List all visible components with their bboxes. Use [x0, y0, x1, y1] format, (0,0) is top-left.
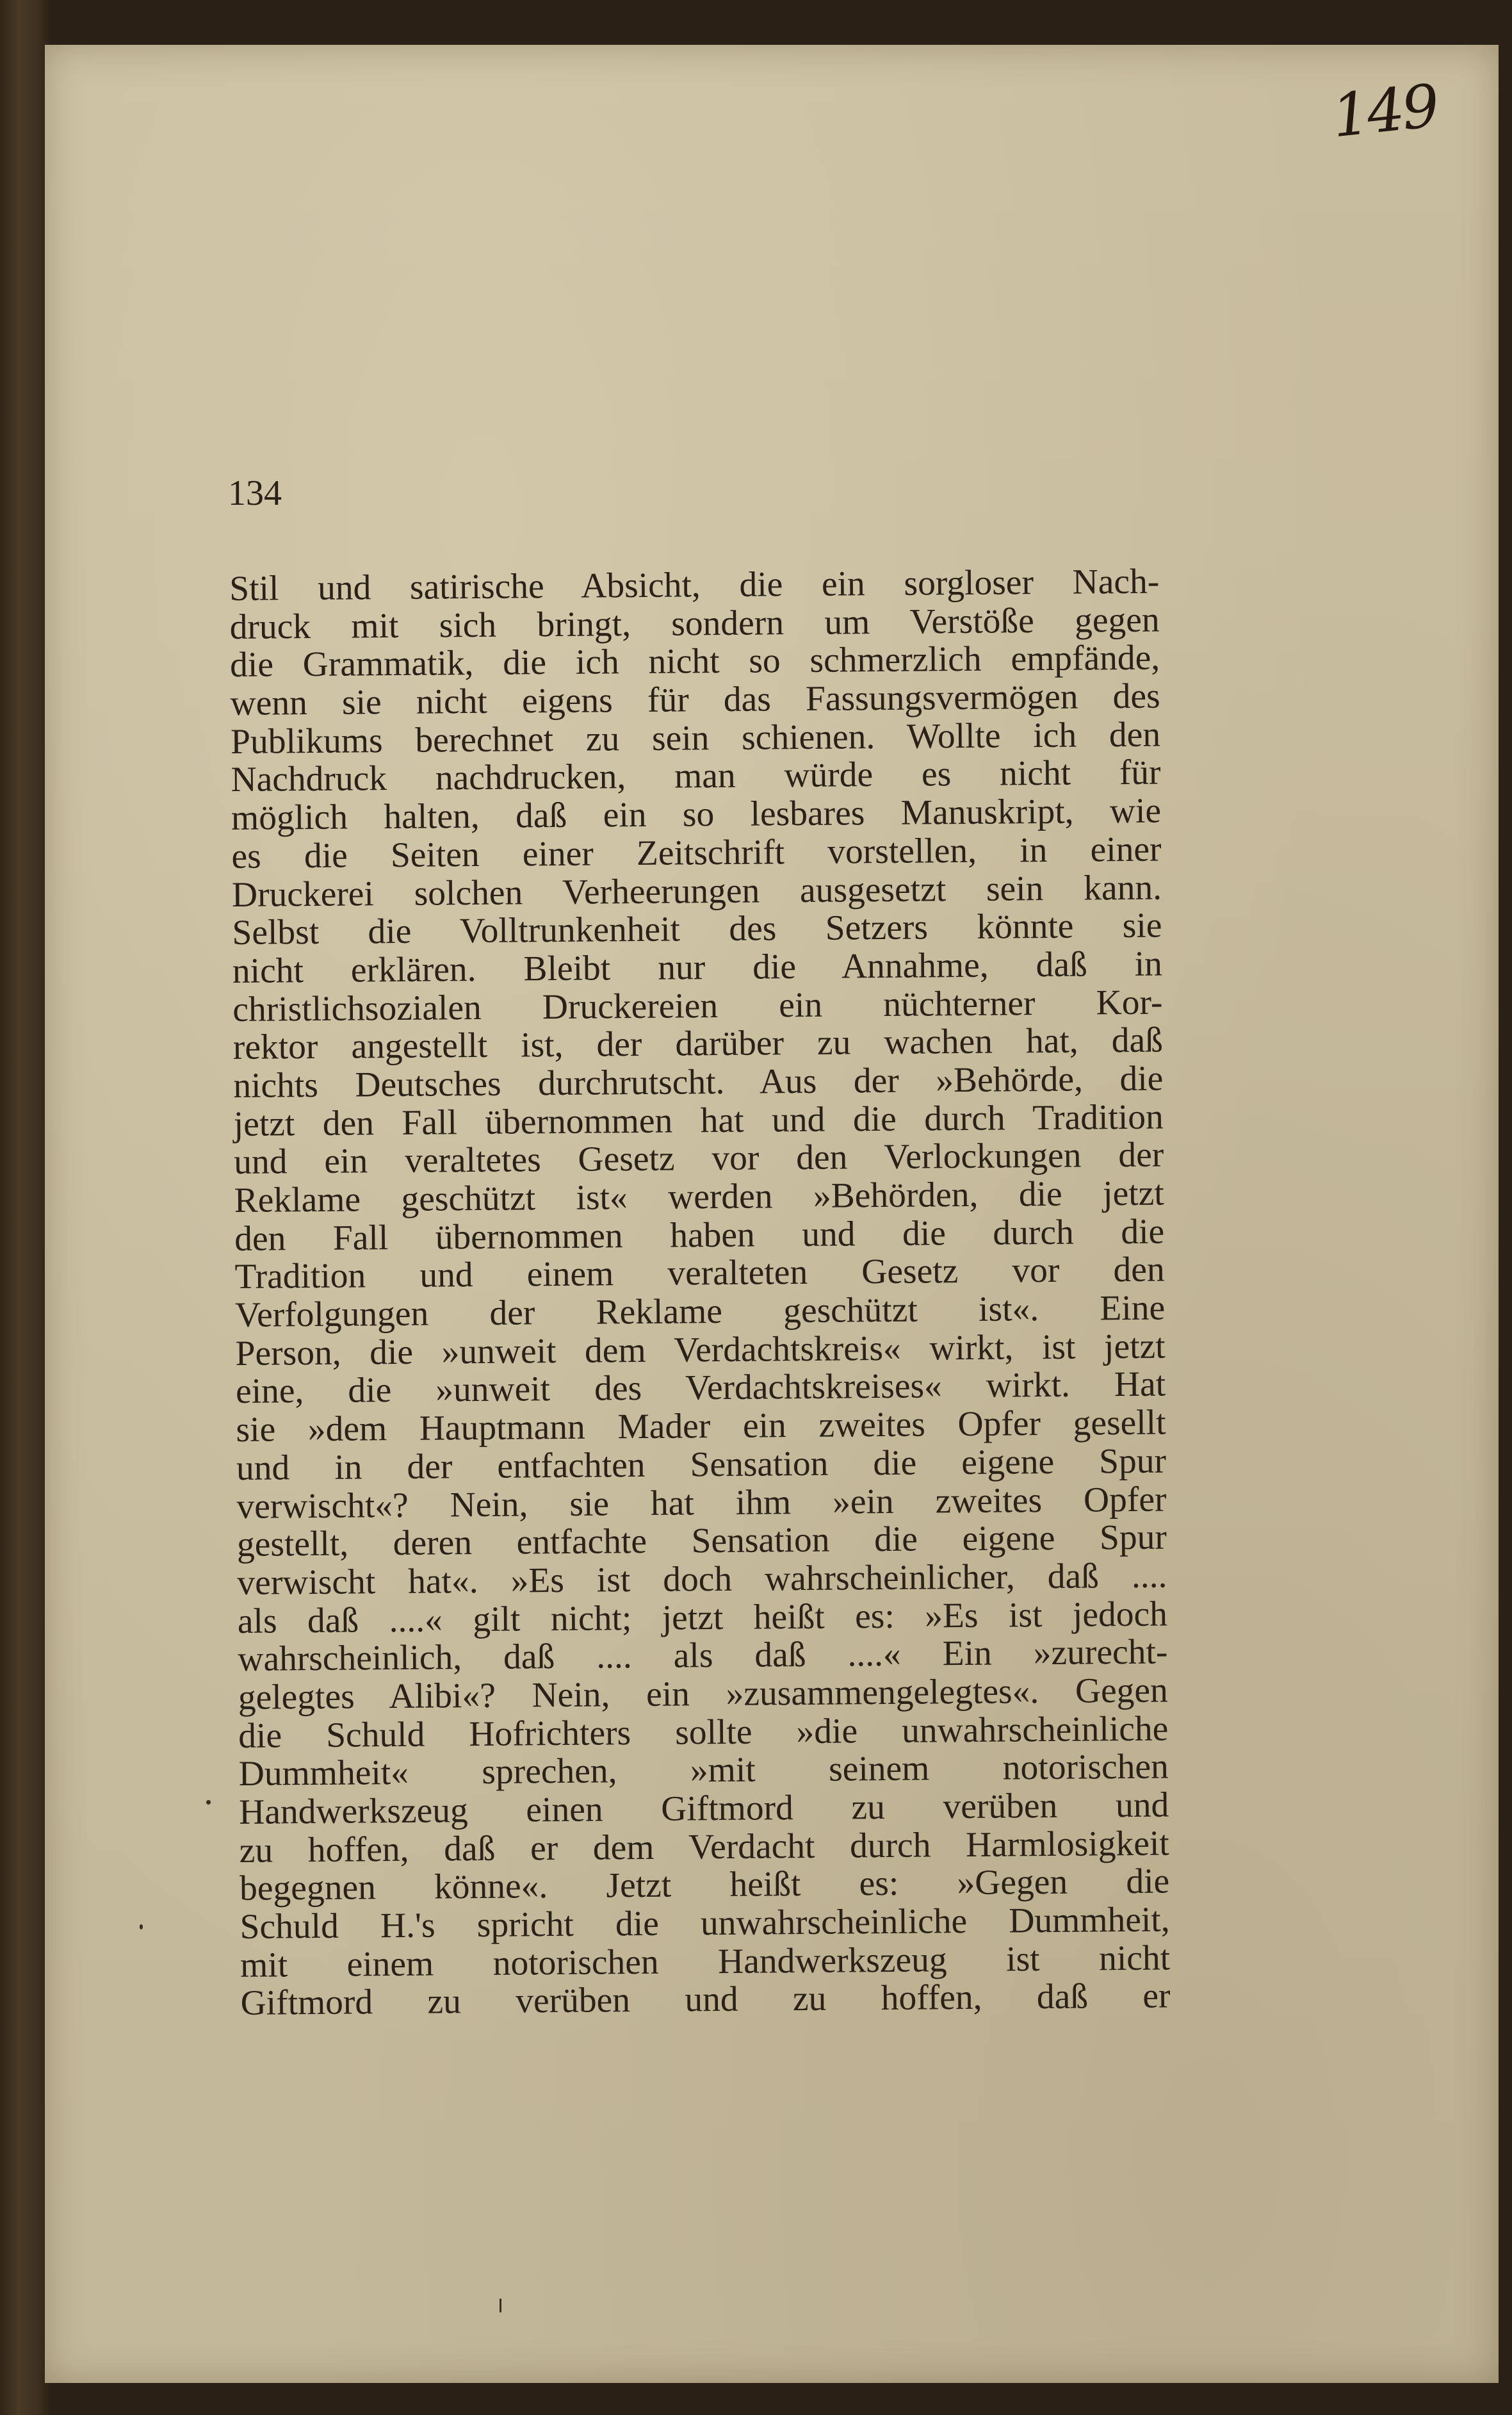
text-line: als daß ....« gilt nicht; jetzt heißt es: »Es ist jedoch [237, 1594, 1168, 1641]
page-number: 134 [228, 473, 282, 513]
text-line: Schuld H.'s spricht die unwahrscheinliche Dummheit, [240, 1900, 1170, 1947]
text-line: und ein veraltetes Gesetz vor den Verlockungen der [234, 1135, 1164, 1183]
text-line: gestellt, deren entfachte Sensation die eigene Spur [236, 1518, 1167, 1565]
text-line: verwischt hat«. »Es ist doch wahrscheinlicher, daß .... [237, 1556, 1167, 1603]
text-line: Handwerkszeug einen Giftmord zu verüben und [238, 1785, 1169, 1832]
text-line: sie »dem Hauptmann Mader ein zweites Opfer gesellt [236, 1403, 1166, 1450]
text-line: und in der entfachten Sensation die eigene Spur [236, 1441, 1167, 1488]
body-text [229, 563, 1171, 2023]
ink-speck [500, 2298, 501, 2313]
text-line: die Schuld Hofrichters sollte »die unwahrscheinliche [238, 1709, 1169, 1756]
text-line: nicht erklären. Bleibt nur die Annahme, daß in [232, 944, 1163, 991]
text-line: die Grammatik, die ich nicht so schmerzlich empfände, [229, 638, 1160, 685]
text-line: christlichsozialen Druckereien ein nüchterner Kor- [232, 983, 1163, 1029]
text-line: rektor angestellt ist, der darüber zu wachen hat, daß [232, 1020, 1164, 1068]
ink-speck [206, 1800, 211, 1805]
text-line: Druckerei solchen Verheerungen ausgesetzt sein kann. [231, 868, 1162, 915]
text-line: Stil und satirische Absicht, die ein sorgloser Nach- [229, 562, 1160, 609]
handwritten-folio-number: 149 [1328, 71, 1440, 151]
text-line: eine, die »unweit des Verdachtskreises« wirkt. Hat [235, 1364, 1166, 1412]
text-line: Verfolgungen der Reklame geschützt ist«. Eine [234, 1288, 1166, 1336]
text-line: gelegtes Alibi«? Nein, ein »zusammengelegtes«. Gegen [238, 1671, 1169, 1717]
text-line: Dummheit« sprechen, »mit seinem notorischen [238, 1747, 1169, 1794]
text-line: Selbst die Volltrunkenheit des Setzers könnte sie [232, 906, 1162, 953]
text-line: möglich halten, daß ein so lesbares Manuskript, wie [231, 791, 1162, 839]
text-line: den Fall übernommen haben und die durch die [234, 1212, 1165, 1259]
text-line: nichts Deutsches durchrutscht. Aus der »Behörde, die [233, 1059, 1164, 1106]
text-line: es die Seiten einer Zeitschrift vorstellen, in einer [231, 830, 1162, 876]
text-line: verwischt«? Nein, sie hat ihm »ein zweites Opfer [236, 1480, 1167, 1527]
text-line: wenn sie nicht eigens für das Fassungsvermögen des [230, 676, 1160, 724]
ink-speck [140, 1924, 143, 1929]
text-line: zu hoffen, daß er dem Verdacht durch Harmlosigkeit [239, 1824, 1169, 1871]
text-line: Nachdruck nachdrucken, man würde es nicht für [231, 753, 1161, 800]
text-line: mit einem notorischen Handwerkszeug ist nicht [240, 1938, 1171, 1985]
text-line: wahrscheinlich, daß .... als daß ....« Ein »zurecht- [238, 1632, 1168, 1680]
text-line: druck mit sich bringt, sondern um Verstöße gegen [229, 600, 1160, 647]
text-line: Reklame geschützt ist« werden »Behörden, die jetzt [234, 1174, 1164, 1220]
text-line: Tradition und einem veralteten Gesetz vor den [234, 1250, 1165, 1297]
text-line: jetzt den Fall übernommen hat und die durch Tradition [233, 1097, 1164, 1144]
text-line: Giftmord zu verüben und zu hoffen, daß er [240, 1976, 1171, 2024]
text-line: begegnen könne«. Jetzt heißt es: »Gegen die [239, 1862, 1170, 1909]
text-line: Person, die »unweit dem Verdachtskreis« wirkt, ist jetzt [235, 1327, 1166, 1373]
text-line: Publikums berechnet zu sein schienen. Wollte ich den [230, 715, 1161, 762]
